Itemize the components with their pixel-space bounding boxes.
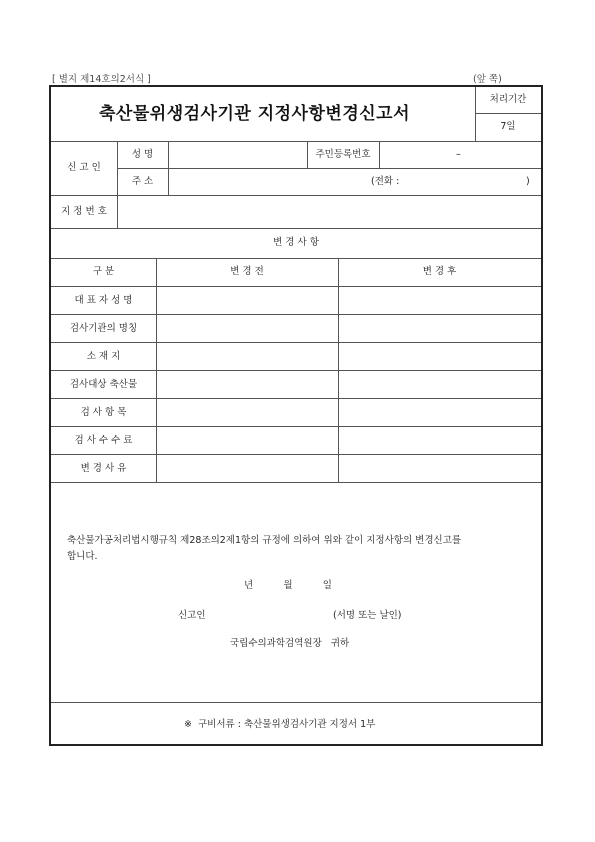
form-number: [ 별지 제14호의2서식 ] [52, 74, 151, 85]
column-before: 변 경 전 [230, 266, 264, 277]
date-line: 년 월 일 [244, 580, 332, 591]
name-field[interactable] [169, 142, 306, 167]
change-after-field[interactable] [339, 455, 540, 481]
rrn-separator: – [456, 149, 461, 160]
change-before-field[interactable] [157, 343, 337, 369]
rule [51, 702, 541, 703]
change-row-label: 대 표 자 성 명 [74, 295, 133, 306]
change-after-field[interactable] [339, 287, 540, 313]
rrn-label: 주민등록번호 [315, 149, 371, 160]
page-title: 축산물위생검사기관 지정사항변경신고서 [99, 104, 411, 124]
rule [51, 258, 541, 259]
report-form [49, 85, 543, 746]
change-before-field[interactable] [157, 427, 337, 453]
change-after-field[interactable] [339, 343, 540, 369]
name-label: 성 명 [131, 149, 154, 160]
change-row-label: 검사대상 축산물 [69, 379, 138, 390]
signer-label: 신고인 [178, 610, 206, 621]
change-row-label: 검 사 항 목 [80, 407, 127, 418]
address-label: 주 소 [131, 176, 154, 187]
phone-label: (전화 : [371, 176, 400, 187]
rrn-field[interactable] [380, 142, 540, 167]
change-after-field[interactable] [339, 427, 540, 453]
address-field[interactable] [169, 169, 540, 194]
change-row-label: 소 재 지 [86, 351, 121, 362]
change-after-field[interactable] [339, 399, 540, 425]
column-category: 구 분 [92, 266, 115, 277]
rule [51, 228, 541, 229]
change-before-field[interactable] [157, 287, 337, 313]
change-before-field[interactable] [157, 371, 337, 397]
attachments-note: ※ 구비서류 : 축산물위생검사기관 지정서 1부 [184, 719, 376, 730]
changes-section-title: 변 경 사 항 [273, 237, 319, 248]
change-before-field[interactable] [157, 315, 337, 341]
designation-number-label: 지 정 번 호 [61, 206, 107, 217]
declaration-text-line2: 합니다. [67, 551, 98, 562]
processing-period-label: 처리기간 [489, 94, 527, 105]
addressee: 국립수의과학검역원장 귀하 [230, 638, 350, 649]
change-after-field[interactable] [339, 371, 540, 397]
rule [51, 482, 541, 483]
change-row-label: 변 경 사 유 [80, 463, 127, 474]
designation-number-field[interactable] [118, 196, 540, 227]
change-before-field[interactable] [157, 399, 337, 425]
rule [475, 113, 541, 114]
phone-close: ) [526, 176, 530, 187]
change-row-label: 검 사 수 수 료 [74, 435, 133, 446]
change-before-field[interactable] [157, 455, 337, 481]
signature-hint: (서명 또는 날인) [333, 610, 402, 621]
change-after-field[interactable] [339, 315, 540, 341]
change-row-label: 검사기관의 명칭 [69, 323, 138, 334]
column-after: 변 경 후 [422, 266, 457, 277]
page-side-label: (앞 쪽) [473, 74, 502, 85]
processing-period-value: 7일 [500, 121, 516, 132]
declaration-text-line1: 축산물가공처리법시행규칙 제28조의2제1항의 규정에 의하여 위와 같이 지정사항의 변경신고를 [67, 535, 462, 546]
applicant-label: 신 고 인 [67, 162, 101, 173]
